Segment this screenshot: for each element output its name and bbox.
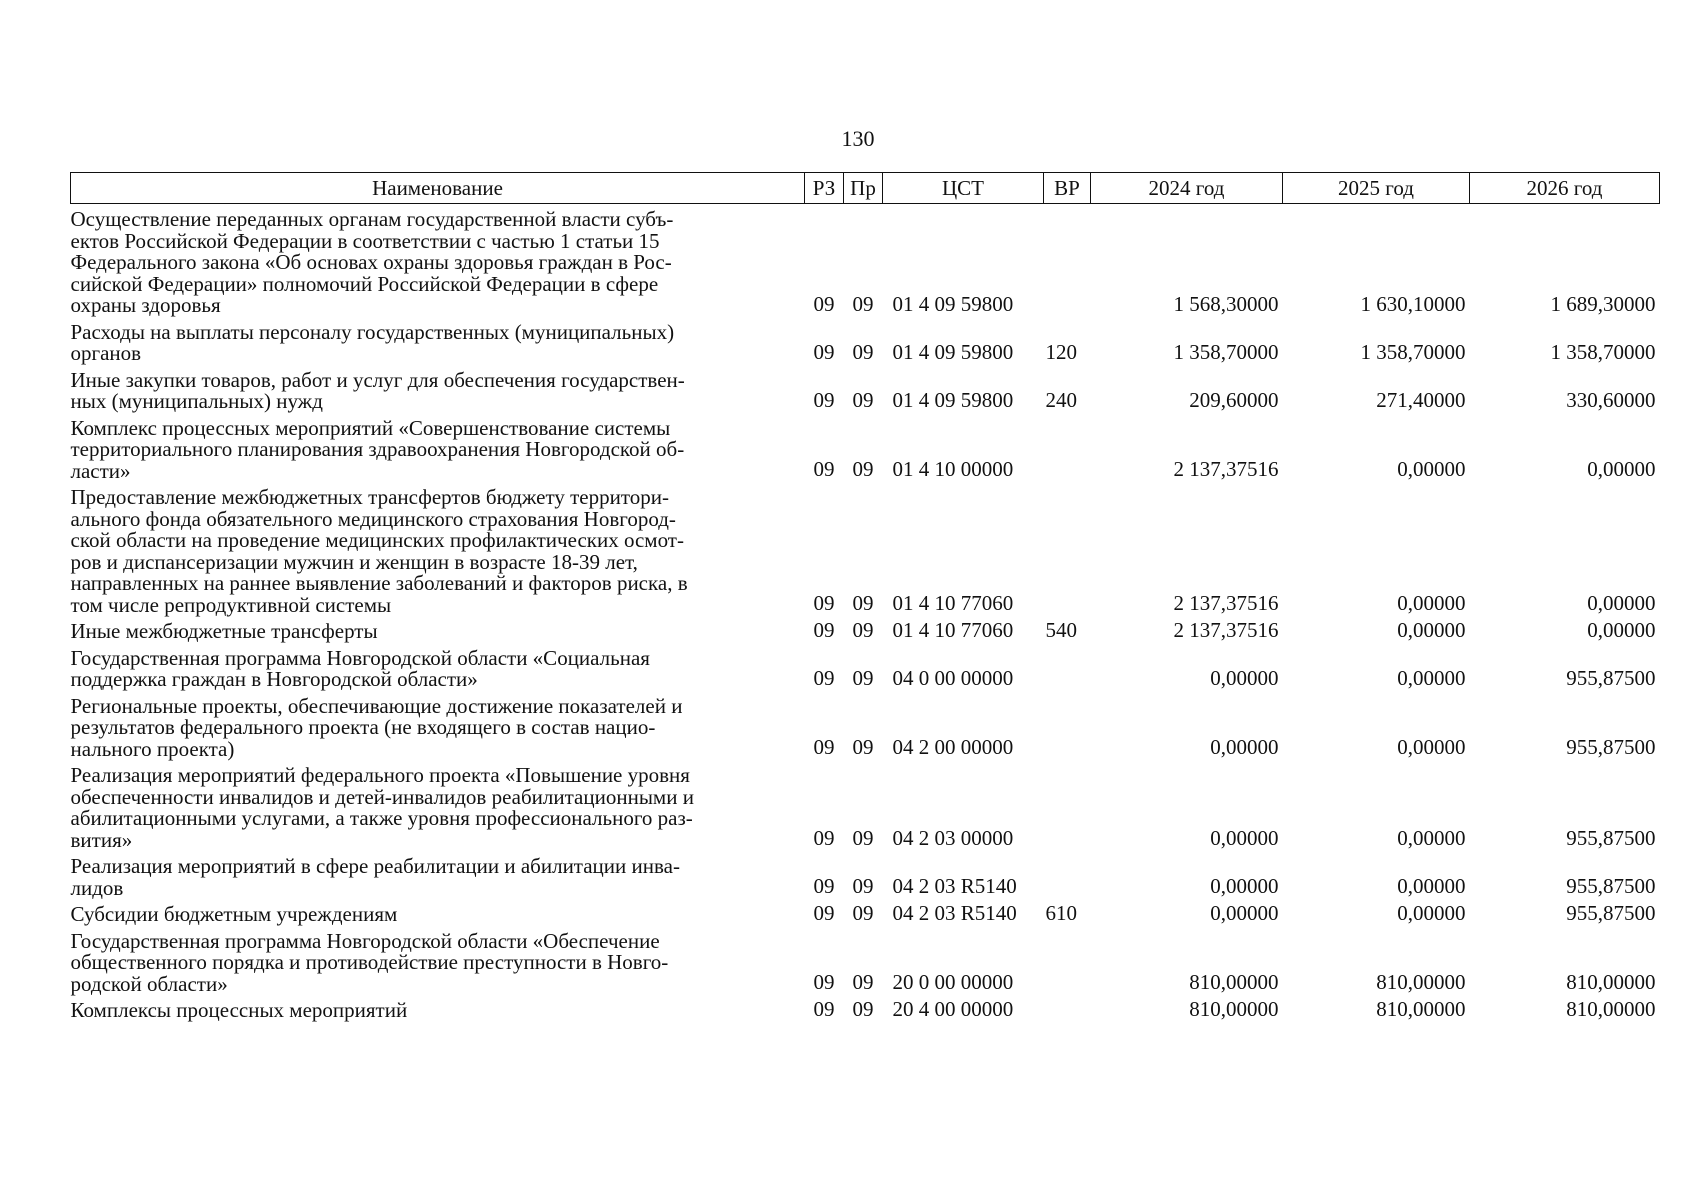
row-name [71,899,805,926]
row-name-line: Государственная программа Новгородской области «Социальная [70,645,650,670]
header-2026: 2026 год [1470,173,1660,204]
row-name-line: Реализация мероприятий федерального проекта «Повышение уровня [70,763,690,787]
row-name-line: сийской Федерации» полномочий Российской Федерации в сфере [70,271,659,296]
row-2024: 2 137,37516 [1173,591,1279,615]
table-row [71,995,1660,1022]
row-pr: 09 [852,874,874,898]
row-pr: 09 [852,617,874,642]
row-rz: 09 [813,900,835,925]
row-name [71,365,805,413]
row-2024: 1 568,30000 [1173,291,1279,316]
table-row [71,317,1660,365]
row-pr: 09 [852,291,874,316]
row-rz: 09 [813,874,835,898]
row-name-line: Реализация мероприятий в сфере реабилитации и абилитации инва- [70,854,680,878]
row-pr: 09 [852,339,874,364]
row-name [71,413,805,483]
row-vr [1044,760,1091,851]
row-rz: 09 [813,826,835,850]
row-2026: 955,87500 [1566,826,1656,850]
row-2024: 0,00000 [1210,900,1279,925]
row-cst: 01 4 10 00000 [892,457,1014,481]
row-name-line: общественного порядка и противодействие преступности в Новго- [70,950,669,974]
row-2025: 810,00000 [1376,996,1466,1021]
row-name-line: органов [70,341,142,365]
row-pr: 09 [852,457,874,481]
row-name-line: Иные закупки товаров, работ и услуг для обеспечения государствен- [70,367,685,392]
row-cst: 04 2 03 R5140 [892,900,1017,925]
row-name [71,995,805,1022]
row-2026: 955,87500 [1566,735,1656,759]
row-2024: 0,00000 [1210,735,1279,759]
row-name [71,643,805,691]
row-2024: 0,00000 [1210,874,1279,898]
row-vr [1044,851,1091,899]
row-rz: 09 [813,617,835,642]
budget-table [70,172,1660,1022]
row-rz: 09 [813,665,835,690]
row-name [71,482,805,616]
row-2025: 0,00000 [1397,457,1466,481]
row-2026: 810,00000 [1566,970,1656,994]
row-2025: 271,40000 [1376,387,1466,412]
header-vr: ВР [1044,173,1091,204]
table-row [71,616,1660,643]
row-name-line: охраны здоровья [70,293,221,317]
row-name-line: ных (муниципальных) нужд [70,389,323,413]
row-name-line: Комплексы процессных мероприятий [70,998,408,1022]
table-row [71,365,1660,413]
row-2025: 0,00000 [1397,665,1466,690]
row-pr: 09 [852,900,874,925]
row-name-line: родской области» [70,971,228,996]
row-name-line: Государственная программа Новгородской области «Обеспечение [70,928,660,953]
row-vr: 610 [1045,900,1077,925]
row-vr [1044,995,1091,1022]
row-name-line: ской области на проведение медицинских профилактических осмот- [70,528,684,552]
row-rz: 09 [813,735,835,759]
header-pr: Пр [844,173,883,204]
row-cst: 01 4 09 59800 [892,291,1014,316]
row-rz: 09 [813,996,835,1021]
row-name-line: ального фонда обязательного медицинского страхования Новгород- [70,506,676,531]
table-row [71,851,1660,899]
row-name-line: абилитационными услугами, а также уровня профессионального раз- [70,806,693,830]
row-vr: 240 [1045,387,1077,412]
row-name-line: ласти» [70,458,131,483]
row-2024: 209,60000 [1189,387,1279,412]
row-name-line: Расходы на выплаты персоналу государственных (муниципальных) [70,319,675,344]
row-2026: 955,87500 [1566,665,1656,690]
row-vr [1044,926,1091,996]
table-row [71,691,1660,761]
table-row [71,899,1660,926]
row-name-line: обеспеченности инвалидов и детей-инвалидов реабилитационными и [70,784,694,809]
row-cst: 04 2 00 00000 [892,735,1014,759]
row-cst: 04 2 03 R5140 [892,874,1017,898]
row-name [71,851,805,899]
row-pr: 09 [852,665,874,690]
row-2025: 0,00000 [1397,900,1466,925]
row-vr: 120 [1045,339,1077,364]
row-name [71,616,805,643]
row-2024: 810,00000 [1189,996,1279,1021]
row-name [71,204,805,317]
table-row [71,643,1660,691]
row-vr [1044,643,1091,691]
row-2024: 1 358,70000 [1173,339,1279,364]
row-2025: 0,00000 [1397,735,1466,759]
header-2024: 2024 год [1091,173,1283,204]
row-rz: 09 [813,591,835,615]
row-2026: 1 689,30000 [1550,291,1656,316]
row-2025: 0,00000 [1397,617,1466,642]
table-row [71,482,1660,616]
row-2026: 810,00000 [1566,996,1656,1021]
header-cst: ЦСТ [883,173,1044,204]
row-rz: 09 [813,457,835,481]
row-2024: 2 137,37516 [1173,457,1279,481]
row-2025: 1 358,70000 [1360,339,1466,364]
row-cst: 04 0 00 00000 [892,665,1014,690]
page-number: 130 [841,126,875,151]
row-name-line: вития» [70,827,133,852]
row-2026: 0,00000 [1587,591,1656,615]
table-row [71,413,1660,483]
row-2026: 330,60000 [1566,387,1656,412]
table-row [71,204,1660,317]
row-name-line: поддержка граждан в Новгородской области» [70,667,478,691]
row-cst: 04 2 03 00000 [892,826,1014,850]
row-rz: 09 [813,339,835,364]
row-name-line: Комплекс процессных мероприятий «Совершенствование системы [70,415,671,440]
row-name-line: Предоставление межбюджетных трансфертов бюджету территори- [70,485,669,509]
row-name [71,760,805,851]
row-2025: 0,00000 [1397,874,1466,898]
row-name-line: ектов Российской Федерации в соответствии с частью 1 статьи 15 [70,228,660,253]
row-rz: 09 [813,291,835,316]
row-vr [1044,204,1091,317]
row-2026: 1 358,70000 [1550,339,1656,364]
row-2024: 0,00000 [1210,826,1279,850]
row-pr: 09 [852,970,874,994]
row-name [71,317,805,365]
header-2025: 2025 год [1283,173,1470,204]
row-cst: 20 0 00 00000 [892,970,1014,994]
row-2024: 810,00000 [1189,970,1279,994]
row-vr [1044,482,1091,616]
row-vr: 540 [1045,617,1077,642]
row-2026: 955,87500 [1566,874,1656,898]
row-2024: 0,00000 [1210,665,1279,690]
row-2025: 0,00000 [1397,591,1466,615]
row-name-line: том числе репродуктивной системы [70,592,392,617]
row-2025: 1 630,10000 [1360,291,1466,316]
row-pr: 09 [852,826,874,850]
header-name: Наименование [71,173,805,204]
row-pr: 09 [852,591,874,615]
row-cst: 01 4 09 59800 [892,387,1014,412]
table-row [71,760,1660,851]
row-vr [1044,691,1091,761]
row-name-line: результатов федерального проекта (не входящего в состав нацио- [70,715,656,739]
header-rz: РЗ [805,173,844,204]
row-cst: 01 4 10 77060 [892,591,1014,615]
table-body [71,204,1660,1022]
row-2026: 0,00000 [1587,617,1656,642]
row-name-line: нального проекта) [70,736,235,761]
row-name-line: Субсидии бюджетным учреждениям [70,902,398,926]
row-rz: 09 [813,387,835,412]
row-2026: 0,00000 [1587,457,1656,481]
row-name-line: Осуществление переданных органам государственной власти субъ- [70,207,674,231]
row-pr: 09 [852,996,874,1021]
row-pr: 09 [852,387,874,412]
row-rz: 09 [813,970,835,994]
row-name-line: лидов [70,875,124,900]
row-2026: 955,87500 [1566,900,1656,925]
row-pr: 09 [852,735,874,759]
row-name-line: Региональные проекты, обеспечивающие достижение показателей и [70,693,683,718]
row-name-line: ров и диспансеризации мужчин и женщин в возрасте 18-39 лет, [70,549,638,574]
row-name-line: территориального планирования здравоохранения Новгородской об- [70,437,685,461]
row-name-line: Федерального закона «Об основах охраны здоровья граждан в Рос- [70,250,672,274]
row-cst: 01 4 10 77060 [892,617,1014,642]
row-2025: 810,00000 [1376,970,1466,994]
table-row [71,926,1660,996]
row-name-line: направленных на раннее выявление заболеваний и факторов риска, в [70,571,688,595]
row-2024: 2 137,37516 [1173,617,1279,642]
row-name [71,691,805,761]
row-vr [1044,413,1091,483]
table-header-row [71,173,1660,204]
row-cst: 20 4 00 00000 [892,996,1014,1021]
row-name [71,926,805,996]
row-2025: 0,00000 [1397,826,1466,850]
row-cst: 01 4 09 59800 [892,339,1014,364]
row-name-line: Иные межбюджетные трансферты [70,619,378,643]
